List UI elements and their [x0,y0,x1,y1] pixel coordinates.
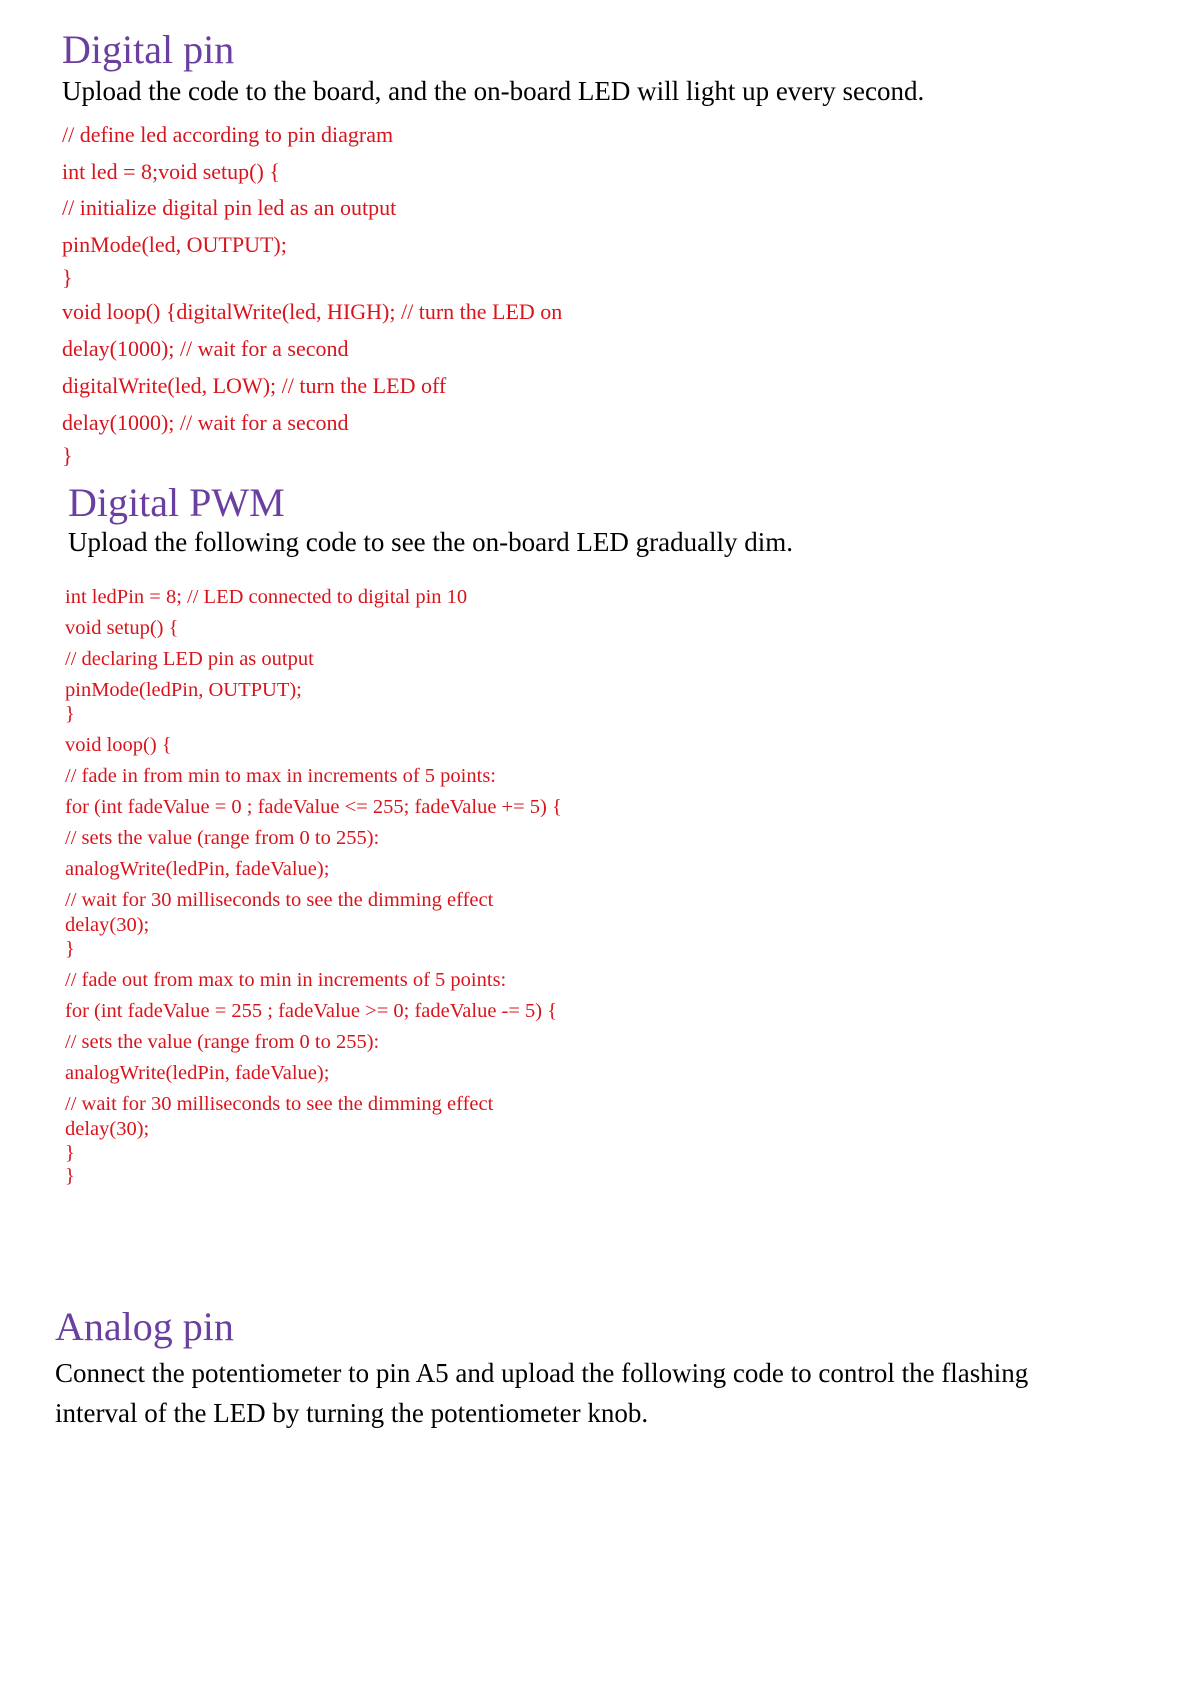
code-line: } [62,265,73,290]
code-line: void loop() {digitalWrite(led, HIGH); // turn the LED on [62,299,563,324]
code-line: delay(30); [65,914,150,936]
code-line: void setup() { [65,617,179,639]
code-line: for (int fadeValue = 0 ; fadeValue <= 255; fadeValue += 5) { [65,796,562,818]
code-line: } [65,938,75,960]
section-intro-digital-pin: Upload the code to the board, and the on-board LED will light up every second. [62,76,925,106]
code-line: // declaring LED pin as output [65,648,314,670]
code-line: analogWrite(ledPin, fadeValue); [65,858,330,880]
section-intro-digital-pwm: Upload the following code to see the on-board LED gradually dim. [68,527,794,557]
code-line: pinMode(ledPin, OUTPUT); [65,679,302,701]
section-heading-digital-pin: Digital pin [62,27,235,72]
code-line: int ledPin = 8; // LED connected to digital pin 10 [65,586,468,608]
code-line: // fade in from min to max in increments of 5 points: [65,765,496,787]
code-line: // define led according to pin diagram [62,122,394,147]
code-line: } [65,703,75,725]
code-line: // fade out from max to min in increments of 5 points: [65,969,507,991]
code-line: delay(30); [65,1118,150,1140]
section-heading-digital-pwm: Digital PWM [68,480,285,525]
code-line: } [65,1142,75,1164]
code-line: analogWrite(ledPin, fadeValue); [65,1062,330,1084]
code-line: delay(1000); // wait for a second [62,336,349,361]
code-line: // wait for 30 milliseconds to see the dimming effect [65,1093,494,1115]
code-line: delay(1000); // wait for a second [62,410,349,435]
code-line: // sets the value (range from 0 to 255): [65,1031,380,1053]
section-heading-analog-pin: Analog pin [55,1304,234,1349]
code-line: // sets the value (range from 0 to 255): [65,827,380,849]
code-line: // wait for 30 milliseconds to see the dimming effect [65,889,494,911]
code-line: } [65,1165,75,1187]
code-line: // initialize digital pin led as an output [62,195,397,220]
code-line: digitalWrite(led, LOW); // turn the LED off [62,373,447,398]
code-line: } [62,443,73,468]
code-line: void loop() { [65,734,172,756]
code-line: for (int fadeValue = 255 ; fadeValue >= 0; fadeValue -= 5) { [65,1000,558,1022]
code-line: int led = 8;void setup() { [62,159,280,184]
section-intro-analog-pin: Connect the potentiometer to pin A5 and upload the following code to control the flashing interval of the LED by turning the potentiometer knob. [55,1358,1029,1428]
code-line: pinMode(led, OUTPUT); [62,232,287,257]
